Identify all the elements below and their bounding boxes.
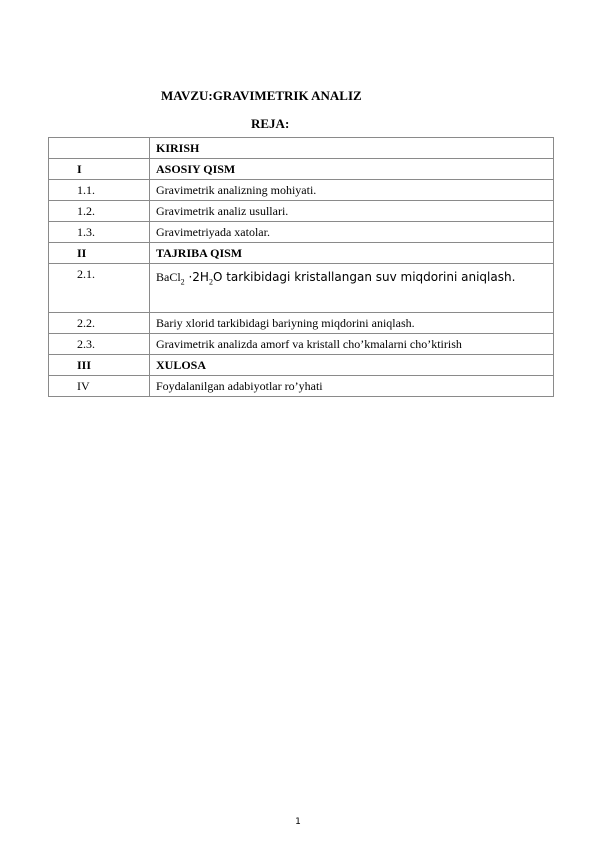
row-number: 1.2. — [49, 201, 150, 222]
row-number: 2.2. — [49, 313, 150, 334]
table-row — [49, 355, 554, 376]
formula-part: ·2H — [184, 270, 209, 284]
table-row — [49, 201, 554, 222]
table-row — [49, 376, 554, 397]
row-number: 1.3. — [49, 222, 150, 243]
table-row — [49, 138, 554, 159]
table-row — [49, 264, 554, 313]
row-title: Gravimetrik analizning mohiyati. — [150, 180, 554, 201]
row-title: Foydalanilgan adabiyotlar ro’yhati — [150, 376, 554, 397]
table-row — [49, 334, 554, 355]
table-of-contents — [48, 137, 554, 397]
row-number: 1.1. — [49, 180, 150, 201]
row-number: II — [49, 243, 150, 264]
document-title: MAVZU:GRAVIMETRIK ANALIZ — [161, 88, 362, 103]
row-number: I — [49, 159, 150, 180]
formula-subscript: 2 — [208, 277, 213, 287]
formula-part: BaCl — [156, 270, 181, 284]
formula-part: O tarkibidagi kristallangan suv miqdorini aniqlash. — [212, 270, 516, 284]
row-title: Gravimetriyada xatolar. — [150, 222, 554, 243]
formula-subscript: 2 — [180, 277, 185, 287]
table-row — [49, 313, 554, 334]
row-title: XULOSA — [150, 355, 554, 376]
row-title — [150, 264, 554, 313]
row-number: IV — [49, 376, 150, 397]
row-title: Gravimetrik analiz usullari. — [150, 201, 554, 222]
row-title: ASOSIY QISM — [150, 159, 554, 180]
page-number: 1 — [295, 817, 301, 827]
row-number — [49, 138, 150, 159]
table-row — [49, 222, 554, 243]
row-title: KIRISH — [150, 138, 554, 159]
row-title: Gravimetrik analizda amorf va kristall cho’kmalarni cho’ktirish — [150, 334, 554, 355]
table-row — [49, 243, 554, 264]
row-number: 2.3. — [49, 334, 150, 355]
table-row — [49, 159, 554, 180]
plan-heading: REJA: — [251, 116, 290, 131]
row-number: III — [49, 355, 150, 376]
row-title: Bariy xlorid tarkibidagi bariyning miqdorini aniqlash. — [150, 313, 554, 334]
table-row — [49, 180, 554, 201]
row-number: 2.1. — [49, 264, 150, 313]
row-title: TAJRIBA QISM — [150, 243, 554, 264]
